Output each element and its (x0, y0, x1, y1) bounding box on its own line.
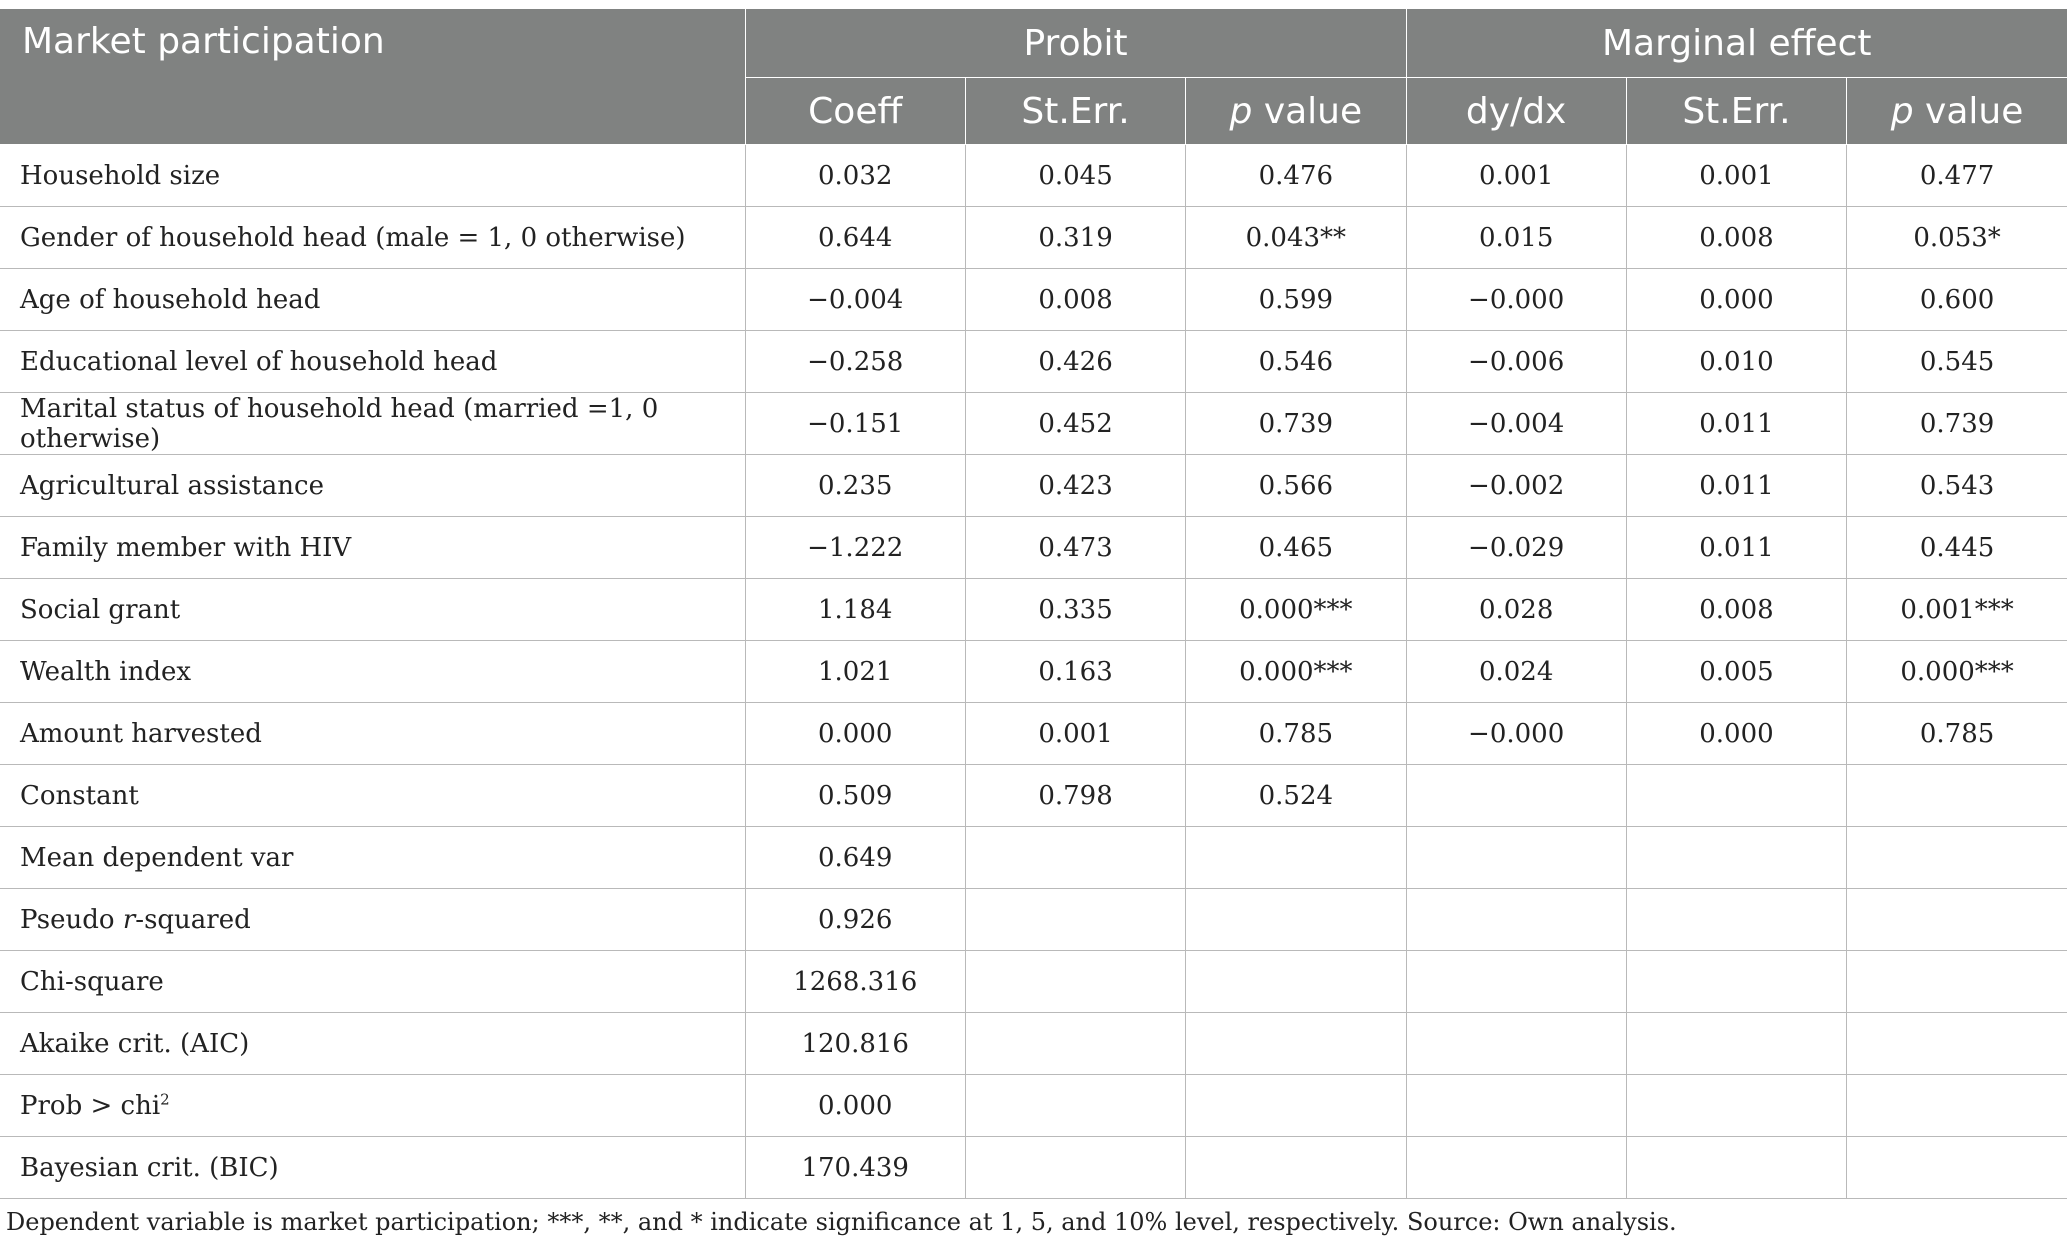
table-cell: 1.021 (745, 641, 965, 703)
table-cell: −0.000 (1406, 703, 1626, 765)
table-cell (965, 1075, 1185, 1137)
table-cell (1186, 1137, 1406, 1199)
row-label-text: Amount harvested (20, 718, 262, 749)
table-row (0, 331, 2067, 393)
table-cell: 0.001 (965, 703, 1185, 765)
column-header-p-value-marginal (1847, 78, 2067, 145)
table-row (0, 393, 2067, 455)
row-label-text: Family member with HIV (20, 532, 352, 563)
row-label-text: Mean dependent var (20, 842, 294, 873)
table-cell: 0.032 (745, 145, 965, 207)
table-cell (1626, 1137, 1846, 1199)
table-cell: 0.524 (1186, 765, 1406, 827)
row-label-text: Bayesian crit. (BIC) (20, 1152, 279, 1183)
column-header-p-value-probit (1186, 78, 1406, 145)
table-cell: 0.644 (745, 207, 965, 269)
table-cell (1406, 1137, 1626, 1199)
column-header-coeff-probit (745, 78, 965, 145)
table-cell: 0.001 (1626, 145, 1846, 207)
table-cell: 0.000*** (1186, 579, 1406, 641)
header-text: dy/dx (1465, 90, 1567, 132)
table-cell: 0.426 (965, 331, 1185, 393)
row-label (0, 269, 745, 331)
header-text: Coeff (808, 90, 903, 132)
table-cell: −0.151 (745, 393, 965, 455)
table-row (0, 145, 2067, 207)
table-cell: 0.566 (1186, 455, 1406, 517)
table-cell: 0.785 (1186, 703, 1406, 765)
row-label (0, 765, 745, 827)
table-cell (1847, 765, 2067, 827)
header-text: St.Err. (1021, 90, 1130, 132)
table-cell: 0.053* (1847, 207, 2067, 269)
table-cell: 0.000 (1626, 269, 1846, 331)
row-label-text: Akaike crit. (AIC) (20, 1028, 250, 1059)
table-cell (1626, 1013, 1846, 1075)
table-cell: −0.004 (1406, 393, 1626, 455)
row-label (0, 1075, 745, 1137)
table-cell: 0.024 (1406, 641, 1626, 703)
table-cell: 0.000 (745, 1075, 965, 1137)
table-cell: −0.000 (1406, 269, 1626, 331)
table-cell (965, 827, 1185, 889)
table-cell: 0.028 (1406, 579, 1626, 641)
table-cell: 0.011 (1626, 517, 1846, 579)
table-row (0, 889, 2067, 951)
header-text: St.Err. (1682, 90, 1791, 132)
table-cell (1847, 951, 2067, 1013)
column-header-dy-dx-marginal (1406, 78, 1626, 145)
header-text: value (1913, 90, 2024, 132)
row-label (0, 145, 745, 207)
table-cell: 0.477 (1847, 145, 2067, 207)
header-row-groups (0, 9, 2067, 78)
regression-results-table (0, 8, 2067, 1199)
table-row (0, 269, 2067, 331)
table-cell (1626, 889, 1846, 951)
row-label-text: Social grant (20, 594, 181, 625)
row-label (0, 703, 745, 765)
table-row (0, 765, 2067, 827)
table-cell: 0.001 (1406, 145, 1626, 207)
row-label-italic: r (122, 904, 136, 935)
row-label (0, 827, 745, 889)
table-cell: 0.545 (1847, 331, 2067, 393)
table-cell: 0.000 (1626, 703, 1846, 765)
row-label-text: Educational level of household head (20, 346, 498, 377)
header-text: value (1252, 90, 1363, 132)
table-cell: 0.011 (1626, 393, 1846, 455)
table-cell (1186, 889, 1406, 951)
table-cell (1406, 951, 1626, 1013)
table-cell (965, 889, 1185, 951)
table-cell: 0.798 (965, 765, 1185, 827)
table-cell: 0.163 (965, 641, 1185, 703)
table-cell: 0.926 (745, 889, 965, 951)
table-row (0, 951, 2067, 1013)
table-cell: 0.043** (1186, 207, 1406, 269)
table-cell: 0.005 (1626, 641, 1846, 703)
row-label (0, 331, 745, 393)
table-cell: 0.543 (1847, 455, 2067, 517)
header-text-italic: p (1890, 90, 1914, 132)
table-cell (1847, 1137, 2067, 1199)
table-cell (1847, 1075, 2067, 1137)
table-cell: 0.445 (1847, 517, 2067, 579)
table-footnote: Dependent variable is market participation; ***, **, and * indicate significance at 1, 5, and 10% level, respectively. Source: Own analysis. (6, 1208, 1677, 1236)
header-text-italic: p (1229, 90, 1253, 132)
group-header-probit: Probit (745, 9, 1406, 78)
row-label-text: Prob > chi (20, 1090, 161, 1121)
table-row (0, 827, 2067, 889)
row-label-superscript: 2 (160, 1089, 170, 1108)
table-cell (1406, 827, 1626, 889)
table-cell (1186, 1075, 1406, 1137)
table-cell: 0.785 (1847, 703, 2067, 765)
row-label (0, 393, 745, 455)
corner-header: Market participation (0, 9, 745, 145)
row-label (0, 951, 745, 1013)
row-label-text: Wealth index (20, 656, 192, 687)
row-label-text: Constant (20, 780, 139, 811)
table-cell (1406, 889, 1626, 951)
table-cell: 0.739 (1186, 393, 1406, 455)
table-cell: 0.001*** (1847, 579, 2067, 641)
table-cell (1186, 1013, 1406, 1075)
table-cell: 0.599 (1186, 269, 1406, 331)
row-label (0, 641, 745, 703)
table-cell: −0.004 (745, 269, 965, 331)
table-cell (1626, 1075, 1846, 1137)
table-cell (1406, 765, 1626, 827)
table-cell: 0.509 (745, 765, 965, 827)
table-cell: −0.258 (745, 331, 965, 393)
table-row (0, 1013, 2067, 1075)
table-cell: 1268.316 (745, 951, 965, 1013)
row-label-text: Household size (20, 160, 221, 191)
row-label-text: -squared (135, 904, 251, 935)
row-label (0, 455, 745, 517)
table-cell (965, 951, 1185, 1013)
table-cell (1847, 827, 2067, 889)
table-row (0, 517, 2067, 579)
table-cell (1406, 1013, 1626, 1075)
column-header-st-err-probit (965, 78, 1185, 145)
table-cell (965, 1013, 1185, 1075)
table-cell: 0.000*** (1847, 641, 2067, 703)
table-header (0, 9, 2067, 145)
row-label (0, 1137, 745, 1199)
table-cell: 0.000*** (1186, 641, 1406, 703)
table-cell: 0.452 (965, 393, 1185, 455)
table-row (0, 641, 2067, 703)
row-label-text: Gender of household head (male = 1, 0 otherwise) (20, 222, 686, 253)
row-label-text: Chi-square (20, 966, 164, 997)
table-cell: 0.045 (965, 145, 1185, 207)
row-label-text: Age of household head (20, 284, 321, 315)
table-row (0, 207, 2067, 269)
table-cell: 0.546 (1186, 331, 1406, 393)
table-cell (1406, 1075, 1626, 1137)
table-row (0, 579, 2067, 641)
table-row (0, 703, 2067, 765)
table-cell: 0.010 (1626, 331, 1846, 393)
table-cell: 0.011 (1626, 455, 1846, 517)
table-cell: 0.600 (1847, 269, 2067, 331)
row-label (0, 579, 745, 641)
table-cell: 0.008 (965, 269, 1185, 331)
table-cell: 0.319 (965, 207, 1185, 269)
table-cell: 0.008 (1626, 579, 1846, 641)
table-body (0, 145, 2067, 1199)
table-row (0, 1075, 2067, 1137)
table-cell: 0.649 (745, 827, 965, 889)
group-header-marginal-effect: Marginal effect (1406, 9, 2067, 78)
row-label (0, 207, 745, 269)
table-cell (1626, 765, 1846, 827)
table-cell: 0.739 (1847, 393, 2067, 455)
table-cell: 0.015 (1406, 207, 1626, 269)
table-cell: 120.816 (745, 1013, 965, 1075)
table-cell (1626, 951, 1846, 1013)
table-cell: 0.465 (1186, 517, 1406, 579)
table-cell: 1.184 (745, 579, 965, 641)
row-label (0, 1013, 745, 1075)
table-cell: 0.335 (965, 579, 1185, 641)
table-cell: −0.002 (1406, 455, 1626, 517)
table-cell (1626, 827, 1846, 889)
table-cell: 0.473 (965, 517, 1185, 579)
table-row (0, 1137, 2067, 1199)
table-cell: 0.235 (745, 455, 965, 517)
column-header-st-err-marginal (1626, 78, 1846, 145)
row-label (0, 889, 745, 951)
table-cell (1847, 889, 2067, 951)
table-cell (1186, 827, 1406, 889)
table-cell: −0.029 (1406, 517, 1626, 579)
table-cell: −0.006 (1406, 331, 1626, 393)
table-cell: 170.439 (745, 1137, 965, 1199)
table-cell (965, 1137, 1185, 1199)
table-cell: 0.000 (745, 703, 965, 765)
table-cell: −1.222 (745, 517, 965, 579)
table-cell: 0.008 (1626, 207, 1846, 269)
row-label-text: Agricultural assistance (20, 470, 324, 501)
table-cell: 0.476 (1186, 145, 1406, 207)
row-label (0, 517, 745, 579)
row-label-text: Pseudo (20, 904, 123, 935)
row-label-text: Marital status of household head (married =1, 0 otherwise) (20, 393, 659, 454)
table-cell (1847, 1013, 2067, 1075)
table-row (0, 455, 2067, 517)
table-cell (1186, 951, 1406, 1013)
table-cell: 0.423 (965, 455, 1185, 517)
